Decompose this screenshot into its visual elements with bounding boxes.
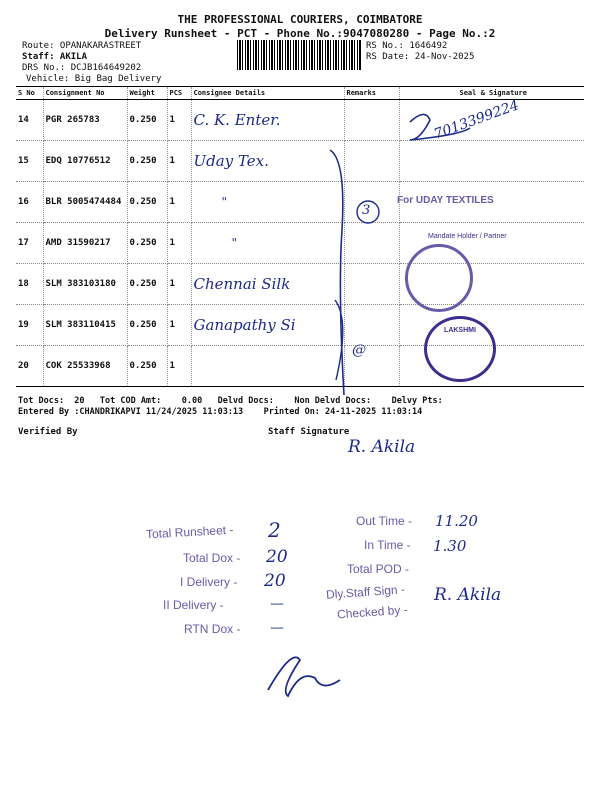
row-weight: 0.250 [127, 223, 167, 264]
row-pcs: 1 [167, 346, 191, 387]
row-consignment: SLM 383110415 [43, 305, 127, 346]
seal-text: LAKSHMI [444, 327, 476, 334]
row-consignee: Ganapathy Si [191, 305, 344, 346]
row-consignment: EDQ 10776512 [43, 141, 127, 182]
row-sno: 19 [16, 305, 43, 346]
drs-number: DRS No.: DCJB164649202 [22, 63, 142, 73]
col-consignee: Consignee Details [191, 87, 344, 100]
row-pcs: 1 [167, 141, 191, 182]
row-sno: 14 [16, 100, 43, 141]
col-sno: S No [16, 87, 43, 100]
staff-signature: R. Akila [348, 437, 416, 457]
row-sno: 15 [16, 141, 43, 182]
row-consignment: SLM 383103180 [43, 264, 127, 305]
row-consignee: Chennai Silk [191, 264, 344, 305]
i-delivery-value: 20 [264, 571, 286, 591]
row-sno: 18 [16, 264, 43, 305]
staff-signature-label: Staff Signature [268, 427, 350, 437]
dly-staff-sign-label: Dly.Staff Sign - [325, 582, 406, 602]
uday-stamp-text: For UDAY TEXTILES [397, 195, 494, 206]
row-consignment: BLR 5005474484 [43, 182, 127, 223]
total-runsheet-label: Total Runsheet - [145, 522, 234, 542]
row-consignment: COK 25533968 [43, 346, 127, 387]
row-weight: 0.250 [127, 100, 167, 141]
checked-by-label: Checked by - [336, 602, 409, 622]
row-consignee: C. K. Enter. [191, 100, 344, 141]
dly-staff-signature: R. Akila [434, 585, 502, 605]
row-weight: 0.250 [127, 182, 167, 223]
route-label: Route: OPANAKARASTREET [22, 41, 142, 51]
i-delivery-label: I Delivery - [180, 575, 238, 589]
col-seal: Seal & Signature [399, 87, 584, 100]
col-weight: Weight [127, 87, 167, 100]
at-mark: @ [352, 342, 366, 358]
total-dox-value: 20 [266, 547, 288, 567]
col-consignment: Consignment No [43, 87, 127, 100]
entered-line: Entered By :CHANDRIKAPVI 11/24/2025 11:03:13 Printed On: 24-11-2025 11:03:14 [18, 407, 423, 417]
total-pod-label: Total POD - [347, 562, 410, 576]
row-consignee: " [191, 223, 344, 264]
row-weight: 0.250 [127, 346, 167, 387]
runsheet-subtitle: Delivery Runsheet - PCT - Phone No.:9047080280 - Page No.:2 [104, 27, 496, 40]
col-remarks: Remarks [344, 87, 399, 100]
round-seal-icon [405, 244, 473, 312]
row-consignee: Uday Tex. [191, 141, 344, 182]
col-pcs: PCS [167, 87, 191, 100]
rs-number: RS No.: 1646492 [366, 41, 448, 51]
row-sno: 16 [16, 182, 43, 223]
row-weight: 0.250 [127, 141, 167, 182]
row-consignment: PGR 265783 [43, 100, 127, 141]
ii-delivery-label: II Delivery - [163, 598, 224, 612]
bracket-mark [330, 150, 344, 395]
ii-delivery-value: — [270, 596, 284, 612]
rtn-dox-value: — [270, 620, 284, 636]
round-seal-icon [424, 316, 496, 382]
staff-label: Staff: AKILA [22, 52, 88, 62]
phone-handwritten: 7013399224 [431, 97, 522, 143]
row-sno: 20 [16, 346, 43, 387]
row-weight: 0.250 [127, 305, 167, 346]
in-time-label: In Time - [364, 538, 411, 552]
rs-date: RS Date: 24-Nov-2025 [366, 52, 475, 62]
row-weight: 0.250 [127, 264, 167, 305]
row-pcs: 1 [167, 100, 191, 141]
row-pcs: 1 [167, 182, 191, 223]
circle-number: 3 [362, 203, 371, 218]
total-runsheet-value: 2 [268, 518, 281, 542]
row-sno: 17 [16, 223, 43, 264]
company-title: THE PROFESSIONAL COURIERS, COIMBATORE [177, 13, 423, 26]
totals-line: Tot Docs: 20 Tot COD Amt: 0.00 Delvd Docs: Non Delvd Docs: Delvy Pts: [18, 396, 443, 406]
row-consignee: " [191, 182, 344, 223]
out-time-label: Out Time - [356, 514, 413, 528]
verified-by-label: Verified By [18, 427, 78, 437]
row-pcs: 1 [167, 264, 191, 305]
row-consignment: AMD 31590217 [43, 223, 127, 264]
total-dox-label: Total Dox - [183, 551, 241, 565]
rtn-dox-label: RTN Dox - [184, 622, 241, 636]
out-time-value: 11.20 [435, 512, 478, 530]
in-time-value: 1.30 [433, 537, 467, 555]
vehicle-label: Vehicle: Big Bag Delivery [26, 74, 162, 84]
row-pcs: 1 [167, 305, 191, 346]
uday-stamp-sub: Mandate Holder / Partner [428, 233, 507, 240]
row-pcs: 1 [167, 223, 191, 264]
